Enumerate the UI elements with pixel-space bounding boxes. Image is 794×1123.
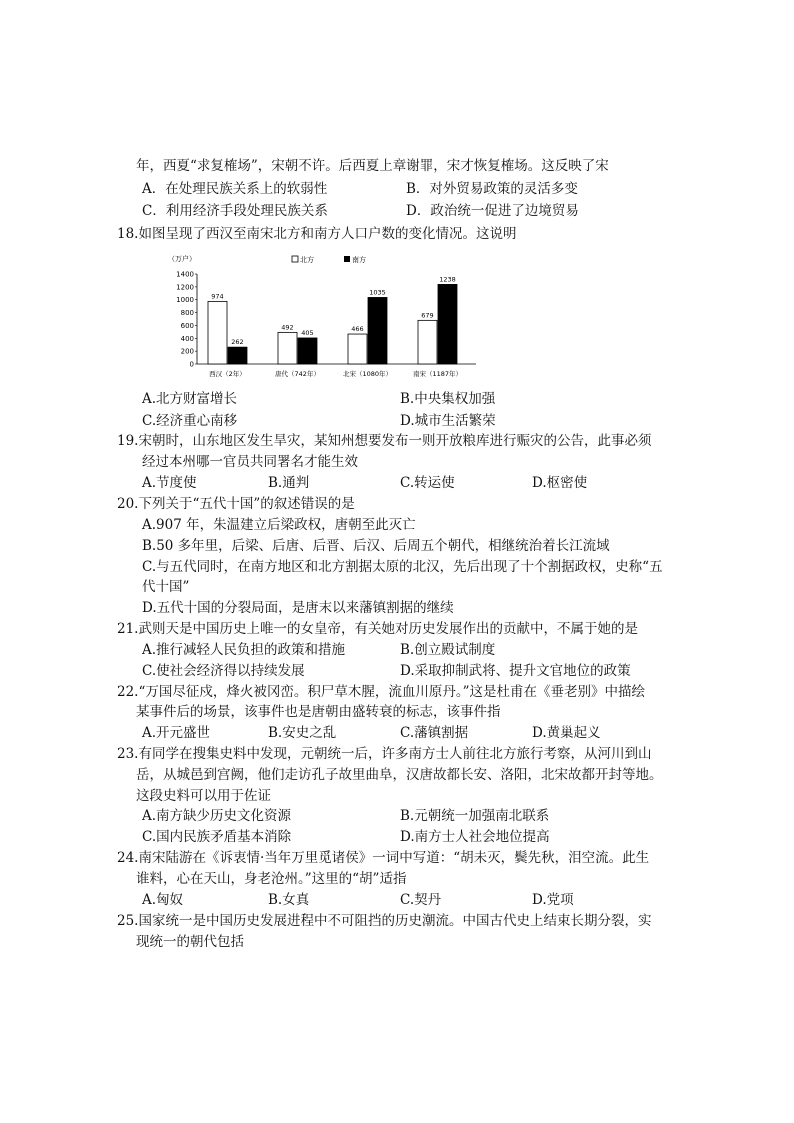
bar-south (368, 297, 387, 364)
chart-y-axis (176, 271, 197, 369)
q17-stem-continuation: 年，西夏“求复榷场”，宋朝不许。后西夏上章谢罪，宋才恢复榷场。这反映了宋 (136, 158, 609, 174)
q24-option-d: D.党项 (532, 892, 574, 908)
q19-option-b: B.通判 (268, 475, 310, 491)
q18-option-a: A.北方财富增长 (142, 391, 238, 407)
q22-option-d: D.黄巢起义 (532, 725, 601, 741)
q20-option-c-continued: 代十国” (142, 579, 190, 595)
bar-value-label: 679 (421, 311, 434, 320)
y-tick-label: 600 (180, 321, 194, 330)
population-bar-chart (168, 252, 478, 380)
x-category-label: 西汉（2年） (209, 370, 246, 378)
x-category-label: 南宋（1187年） (412, 370, 463, 378)
bar-north (418, 320, 437, 364)
y-tick-label: 800 (180, 309, 194, 318)
chart-y-unit: （万户） (168, 255, 196, 263)
q22-stem-line-1: 22.“万国尽征戍，烽火被冈峦。积尸草木腥，流血川原丹。”这是杜甫在《垂老别》中描绘 (117, 684, 646, 700)
q22-option-a: A.开元盛世 (142, 725, 211, 741)
q23-option-d: D.南方士人社会地位提高 (400, 829, 550, 845)
legend-label-south: 南方 (352, 256, 366, 264)
chart-bars (208, 275, 457, 364)
q21-option-d: D.采取抑制武将、提升文官地位的政策 (400, 663, 631, 679)
y-tick-label: 400 (180, 334, 194, 343)
q23-option-b: B.元朝统一加强南北联系 (400, 808, 550, 824)
q17-option-a: A．在处理民族关系上的软弱性 (142, 181, 328, 197)
bar-value-label: 466 (351, 325, 364, 334)
q23-stem-line-2: 岳，从城邑到宫阙，他们走访孔子故里曲阜，汉唐故都长安、洛阳，北宋故都开封等地。 (136, 767, 663, 783)
bar-north (208, 301, 227, 364)
bar-south (228, 347, 247, 364)
q21-stem: 21.武则天是中国历史上唯一的女皇帝，有关她对历史发展作出的贡献中，不属于她的是 (117, 621, 638, 637)
q21-option-c: C.使社会经济得以持续发展 (142, 663, 305, 679)
q24-option-b: B.女真 (268, 892, 310, 908)
bar-south (438, 284, 457, 364)
q19-stem-line-2: 经过本州哪一官员共同署名才能生效 (142, 454, 358, 470)
bar-value-label: 1035 (369, 288, 386, 297)
q19-option-c: C.转运使 (400, 475, 455, 491)
q23-option-c: C.国内民族矛盾基本消除 (142, 829, 292, 845)
y-tick-label: 1200 (176, 283, 194, 292)
q24-option-c: C.契丹 (400, 892, 442, 908)
legend-swatch-south (344, 256, 350, 262)
q22-option-b: B.安史之乱 (268, 725, 337, 741)
x-category-label: 唐代（742年） (275, 370, 320, 378)
bar-value-label: 262 (231, 338, 244, 347)
q17-option-b: B．对外贸易政策的灵活多变 (406, 181, 578, 197)
y-tick-label: 200 (180, 347, 194, 356)
q25-stem-line-1: 25.国家统一是中国历史发展进程中不可阻挡的历史潮流。中国古代史上结束长期分裂，实 (117, 913, 652, 929)
q18-stem: 18.如图呈现了西汉至南宋北方和南方人口户数的变化情况。这说明 (117, 226, 517, 242)
q23-stem-line-3: 这段史料可以用于佐证 (136, 788, 271, 804)
bar-value-label: 1238 (439, 275, 456, 284)
q20-option-a: A.907 年，朱温建立后梁政权，唐朝至此灭亡 (142, 517, 416, 533)
q18-option-b: B.中央集权加强 (400, 391, 496, 407)
bar-south (298, 338, 317, 364)
q18-option-d: D.城市生活繁荣 (400, 413, 496, 429)
q19-option-d: D.枢密使 (532, 475, 588, 491)
q20-option-b: B.50 多年里，后梁、后唐、后晋、后汉、后周五个朝代，相继统治着长江流域 (142, 538, 610, 554)
y-tick-label: 1000 (176, 296, 194, 305)
q23-option-a: A.南方缺少历史文化资源 (142, 808, 292, 824)
legend-swatch-north (292, 256, 298, 262)
q23-stem-line-1: 23.有同学在搜集史料中发现，元朝统一后，许多南方士人前往北方旅行考察，从河川到山 (117, 746, 652, 762)
bar-value-label: 492 (281, 323, 294, 332)
y-tick-label: 1400 (176, 270, 194, 279)
q24-stem-line-1: 24.南宋陆游在《诉衷情·当年万里觅诸侯》一词中写道：“胡未灭，鬓先秋，泪空流。此生 (117, 850, 650, 866)
y-tick-label: 0 (189, 360, 194, 369)
q20-option-d: D.五代十国的分裂局面，是唐末以来藩镇割据的继续 (142, 600, 454, 616)
bar-value-label: 974 (211, 292, 224, 301)
q25-stem-line-2: 现统一的朝代包括 (136, 934, 244, 950)
q22-option-c: C.藩镇割据 (400, 725, 469, 741)
q22-stem-line-2: 某事件后的场景，该事件也是唐朝由盛转衰的标志，该事件指 (136, 704, 501, 720)
bar-north (348, 334, 367, 364)
q21-option-b: B.创立殿试制度 (400, 642, 496, 658)
legend-label-north: 北方 (300, 256, 314, 264)
q17-option-d: D．政治统一促进了边境贸易 (406, 203, 579, 219)
q19-stem-line-1: 19.宋朝时，山东地区发生旱灾，某知州想要发布一则开放粮库进行赈灾的公告，此事必须 (117, 433, 652, 449)
q17-option-c: C．利用经济手段处理民族关系 (142, 203, 328, 219)
q20-stem: 20.下列关于“五代十国”的叙述错误的是 (117, 496, 355, 512)
q24-stem-line-2: 谁料，心在天山，身老沧州。”这里的“胡”适指 (136, 871, 407, 887)
chart-legend (292, 255, 366, 264)
q19-option-a: A.节度使 (142, 475, 197, 491)
chart-x-axis (209, 369, 462, 378)
x-category-label: 北宋（1080年） (342, 370, 393, 378)
q24-option-a: A.匈奴 (142, 892, 184, 908)
bar-value-label: 405 (301, 328, 314, 337)
q21-option-a: A.推行减轻人民负担的政策和措施 (142, 642, 346, 658)
q18-option-c: C.经济重心南移 (142, 413, 238, 429)
q20-option-c: C.与五代同时，在南方地区和北方割据太原的北汉，先后出现了十个割据政权，史称“五 (142, 559, 663, 575)
bar-north (278, 332, 297, 364)
